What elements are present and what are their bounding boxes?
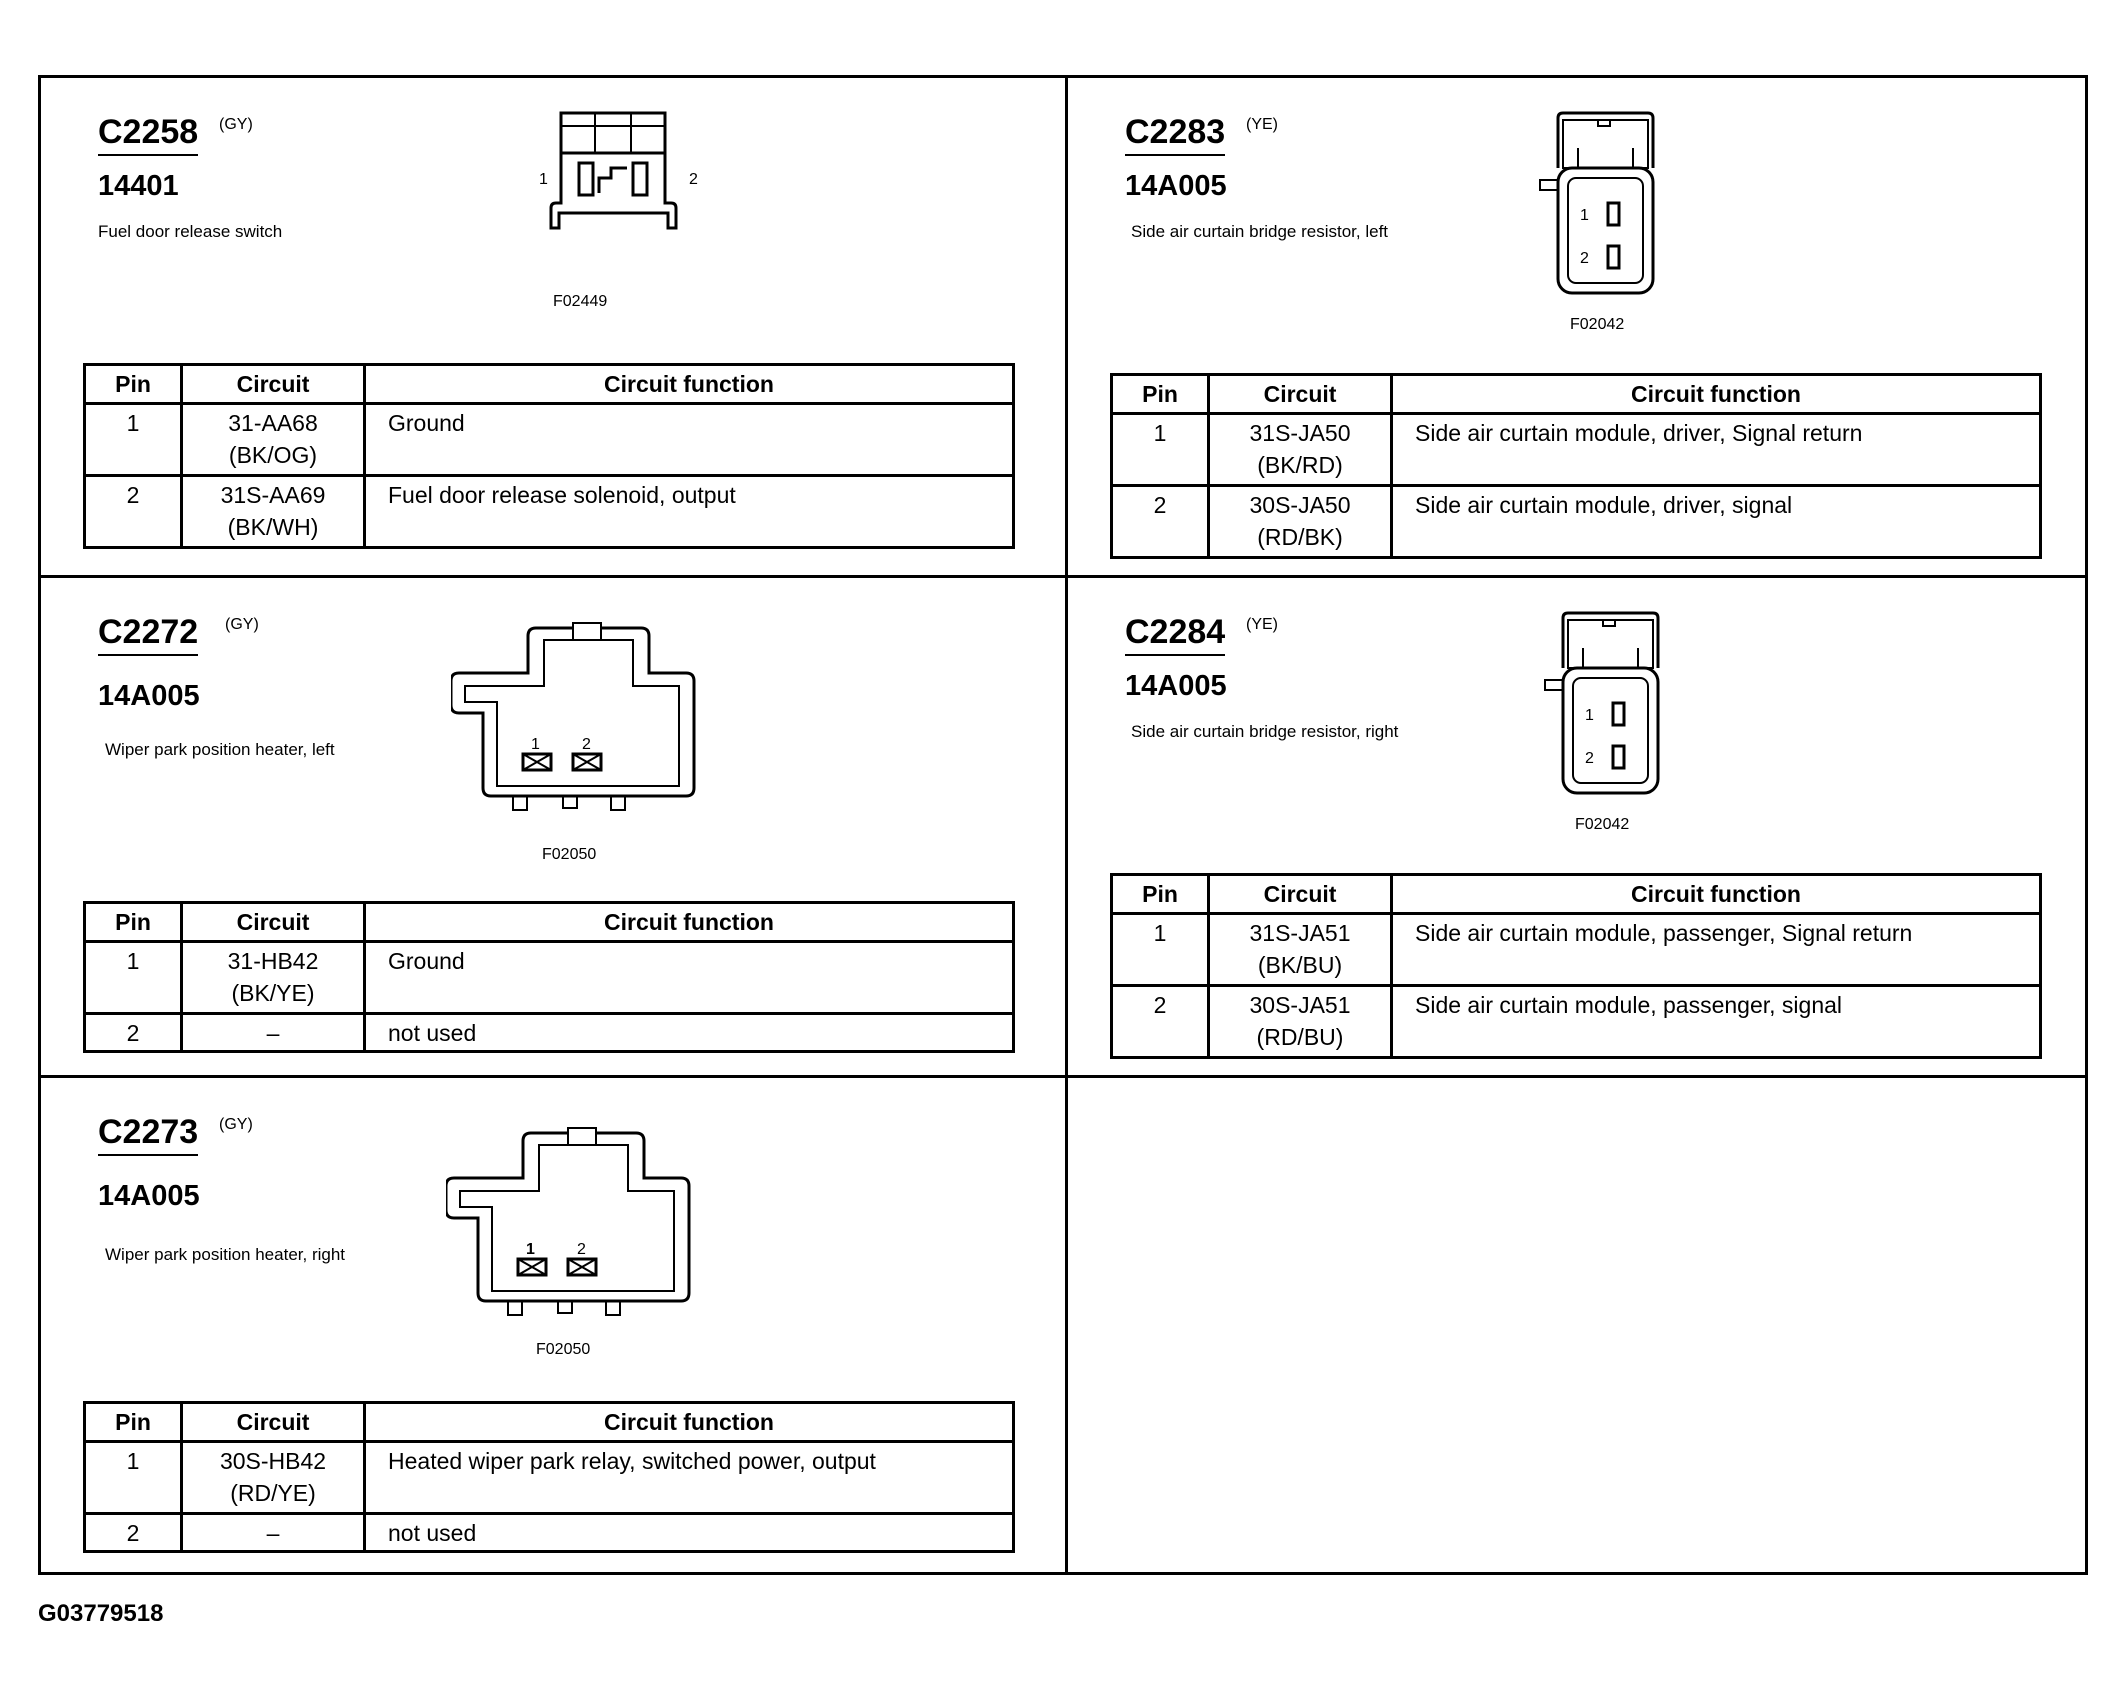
table-row	[1112, 914, 2041, 986]
table-row	[85, 1514, 1014, 1552]
connector-shroud	[1558, 113, 1653, 168]
wire-color: (BK/BU)	[1257, 952, 1343, 978]
pin-cell: 2	[1112, 486, 1209, 558]
pin-table	[1110, 873, 2042, 1059]
connector-code: C2273	[98, 1112, 198, 1156]
pin-2-terminal	[1608, 246, 1619, 268]
header-circuit-function: Circuit function	[365, 903, 1014, 942]
pin-cell: 2	[1112, 986, 1209, 1058]
header-pin: Pin	[1112, 375, 1209, 414]
connector-diagram-c2258	[491, 108, 731, 258]
connector-description: Side air curtain bridge resistor, right	[1131, 722, 1399, 741]
pin-label-1: 1	[1580, 207, 1589, 224]
connector-description: Wiper park position heater, right	[105, 1245, 346, 1264]
connector-color: (GY)	[219, 1116, 253, 1133]
header-circuit: Circuit	[182, 365, 365, 404]
connector-color: (GY)	[225, 616, 259, 633]
function-cell: Ground	[365, 404, 1014, 476]
connector-panel-c2273	[41, 1078, 1067, 1578]
header-circuit: Circuit	[182, 903, 365, 942]
connector-description: Fuel door release switch	[98, 222, 283, 241]
pin-table	[1110, 373, 2042, 559]
pin-label-2: 2	[577, 1241, 586, 1258]
table-row	[85, 1014, 1014, 1052]
table-header-row	[85, 365, 1014, 404]
circuit-cell	[182, 404, 365, 476]
function-cell: Side air curtain module, driver, signal	[1392, 486, 2041, 558]
circuit-id: 31S-AA69	[220, 482, 326, 508]
pin-label-2: 2	[689, 171, 698, 188]
table-row	[1112, 486, 2041, 558]
connector-color: (GY)	[219, 116, 253, 133]
circuit-id: –	[266, 1020, 280, 1046]
table-row	[1112, 414, 2041, 486]
pin-label-1: 1	[526, 1241, 535, 1258]
header-circuit-function: Circuit function	[365, 1403, 1014, 1442]
connector-code: C2258	[98, 112, 198, 156]
table-row	[85, 476, 1014, 548]
part-number: 14A005	[1125, 670, 1227, 702]
circuit-cell	[182, 1442, 365, 1514]
function-cell: Side air curtain module, passenger, Signal return	[1392, 914, 2041, 986]
wire-color: (BK/RD)	[1257, 452, 1343, 478]
pin-table	[83, 901, 1015, 1053]
figure-number: F02449	[553, 293, 608, 310]
pin-label-2: 2	[1580, 250, 1589, 267]
circuit-id: 31S-JA51	[1249, 920, 1351, 946]
pin-2-terminal	[1613, 746, 1624, 768]
connector-panel-c2258	[41, 78, 1067, 578]
connector-diagram-c2283	[1518, 108, 1698, 308]
connector-description: Wiper park position heater, left	[105, 740, 335, 759]
connector-code: C2283	[1125, 112, 1225, 156]
function-cell: not used	[365, 1514, 1014, 1552]
pin-1-terminal	[1608, 203, 1619, 225]
part-number: 14A005	[98, 680, 200, 712]
connector-shroud	[1563, 613, 1658, 668]
circuit-cell	[1209, 486, 1392, 558]
pin-cell: 1	[1112, 914, 1209, 986]
pin-1-terminal	[1613, 703, 1624, 725]
connector-color: (YE)	[1246, 616, 1278, 633]
function-cell: Fuel door release solenoid, output	[365, 476, 1014, 548]
circuit-id: 31-AA68	[228, 410, 318, 436]
connector-body	[551, 153, 676, 228]
pin-cell: 1	[1112, 414, 1209, 486]
pin-cell: 2	[85, 1014, 182, 1052]
table-row	[85, 404, 1014, 476]
table-header-row	[85, 1403, 1014, 1442]
wire-color: (RD/YE)	[230, 1480, 316, 1506]
function-cell: Heated wiper park relay, switched power, output	[365, 1442, 1014, 1514]
circuit-id: 30S-JA50	[1249, 492, 1351, 518]
pin-label-2: 2	[1585, 750, 1594, 767]
connector-diagram-c2272	[451, 618, 711, 828]
table-row	[1112, 986, 2041, 1058]
connector-code: C2272	[98, 612, 198, 656]
connector-lock-tab	[568, 1128, 596, 1145]
part-number: 14401	[98, 170, 179, 202]
circuit-cell	[1209, 914, 1392, 986]
circuit-cell	[182, 1514, 365, 1552]
pin-table	[83, 363, 1015, 549]
pin-cell: 1	[85, 1442, 182, 1514]
connector-lock-tab	[573, 623, 601, 640]
header-circuit-function: Circuit function	[1392, 375, 2041, 414]
connector-color: (YE)	[1246, 116, 1278, 133]
pin-cell: 1	[85, 942, 182, 1014]
function-cell: Side air curtain module, passenger, signal	[1392, 986, 2041, 1058]
pin-cell: 1	[85, 404, 182, 476]
pin-1-terminal	[579, 163, 593, 195]
header-circuit-function: Circuit function	[1392, 875, 2041, 914]
table-header-row	[1112, 875, 2041, 914]
figure-number: F02050	[536, 1341, 591, 1358]
header-circuit: Circuit	[182, 1403, 365, 1442]
table-header-row	[1112, 375, 2041, 414]
connector-body	[1563, 668, 1658, 793]
circuit-id: –	[266, 1520, 280, 1546]
circuit-id: 30S-JA51	[1249, 992, 1351, 1018]
pin-label-1: 1	[531, 736, 540, 753]
header-pin: Pin	[1112, 875, 1209, 914]
connector-latch-top	[561, 113, 665, 153]
connector-code: C2284	[1125, 612, 1225, 656]
header-pin: Pin	[85, 903, 182, 942]
figure-number: F02042	[1570, 316, 1625, 333]
circuit-cell	[182, 942, 365, 1014]
circuit-id: 30S-HB42	[219, 1448, 327, 1474]
pin-2-terminal	[633, 163, 647, 195]
pin-label-1: 1	[539, 171, 548, 188]
wire-color: (RD/BK)	[1257, 524, 1343, 550]
circuit-cell	[182, 1014, 365, 1052]
circuit-cell	[182, 476, 365, 548]
wire-color: (RD/BU)	[1256, 1024, 1344, 1050]
pin-cell: 2	[85, 1514, 182, 1552]
connector-panel-c2283	[1068, 78, 2094, 578]
connector-diagram-c2273	[446, 1123, 706, 1333]
wire-color: (BK/OG)	[228, 442, 318, 468]
circuit-cell	[1209, 414, 1392, 486]
function-cell: Ground	[365, 942, 1014, 1014]
document-code: G03779518	[38, 1600, 164, 1627]
header-pin: Pin	[85, 1403, 182, 1442]
header-circuit: Circuit	[1209, 875, 1392, 914]
part-number: 14A005	[98, 1180, 200, 1212]
pin-label-1: 1	[1585, 707, 1594, 724]
function-cell: not used	[365, 1014, 1014, 1052]
circuit-cell	[1209, 986, 1392, 1058]
header-circuit: Circuit	[1209, 375, 1392, 414]
pin-table	[83, 1401, 1015, 1553]
function-cell: Side air curtain module, driver, Signal return	[1392, 414, 2041, 486]
table-row	[85, 942, 1014, 1014]
wire-color: (BK/YE)	[231, 980, 315, 1006]
connector-diagram-c2284	[1523, 608, 1703, 808]
connector-description: Side air curtain bridge resistor, left	[1131, 222, 1389, 241]
circuit-id: 31-HB42	[227, 948, 319, 974]
wire-color: (BK/WH)	[227, 514, 319, 540]
part-number: 14A005	[1125, 170, 1227, 202]
circuit-id: 31S-JA50	[1249, 420, 1351, 446]
pin-label-2: 2	[582, 736, 591, 753]
table-header-row	[85, 903, 1014, 942]
header-pin: Pin	[85, 365, 182, 404]
figure-number: F02042	[1575, 816, 1630, 833]
header-circuit-function: Circuit function	[365, 365, 1014, 404]
figure-number: F02050	[542, 846, 597, 863]
connector-body	[1558, 168, 1653, 293]
connector-panel-c2284	[1068, 578, 2094, 1078]
table-row	[85, 1442, 1014, 1514]
connector-panel-c2272	[41, 578, 1067, 1078]
pin-cell: 2	[85, 476, 182, 548]
